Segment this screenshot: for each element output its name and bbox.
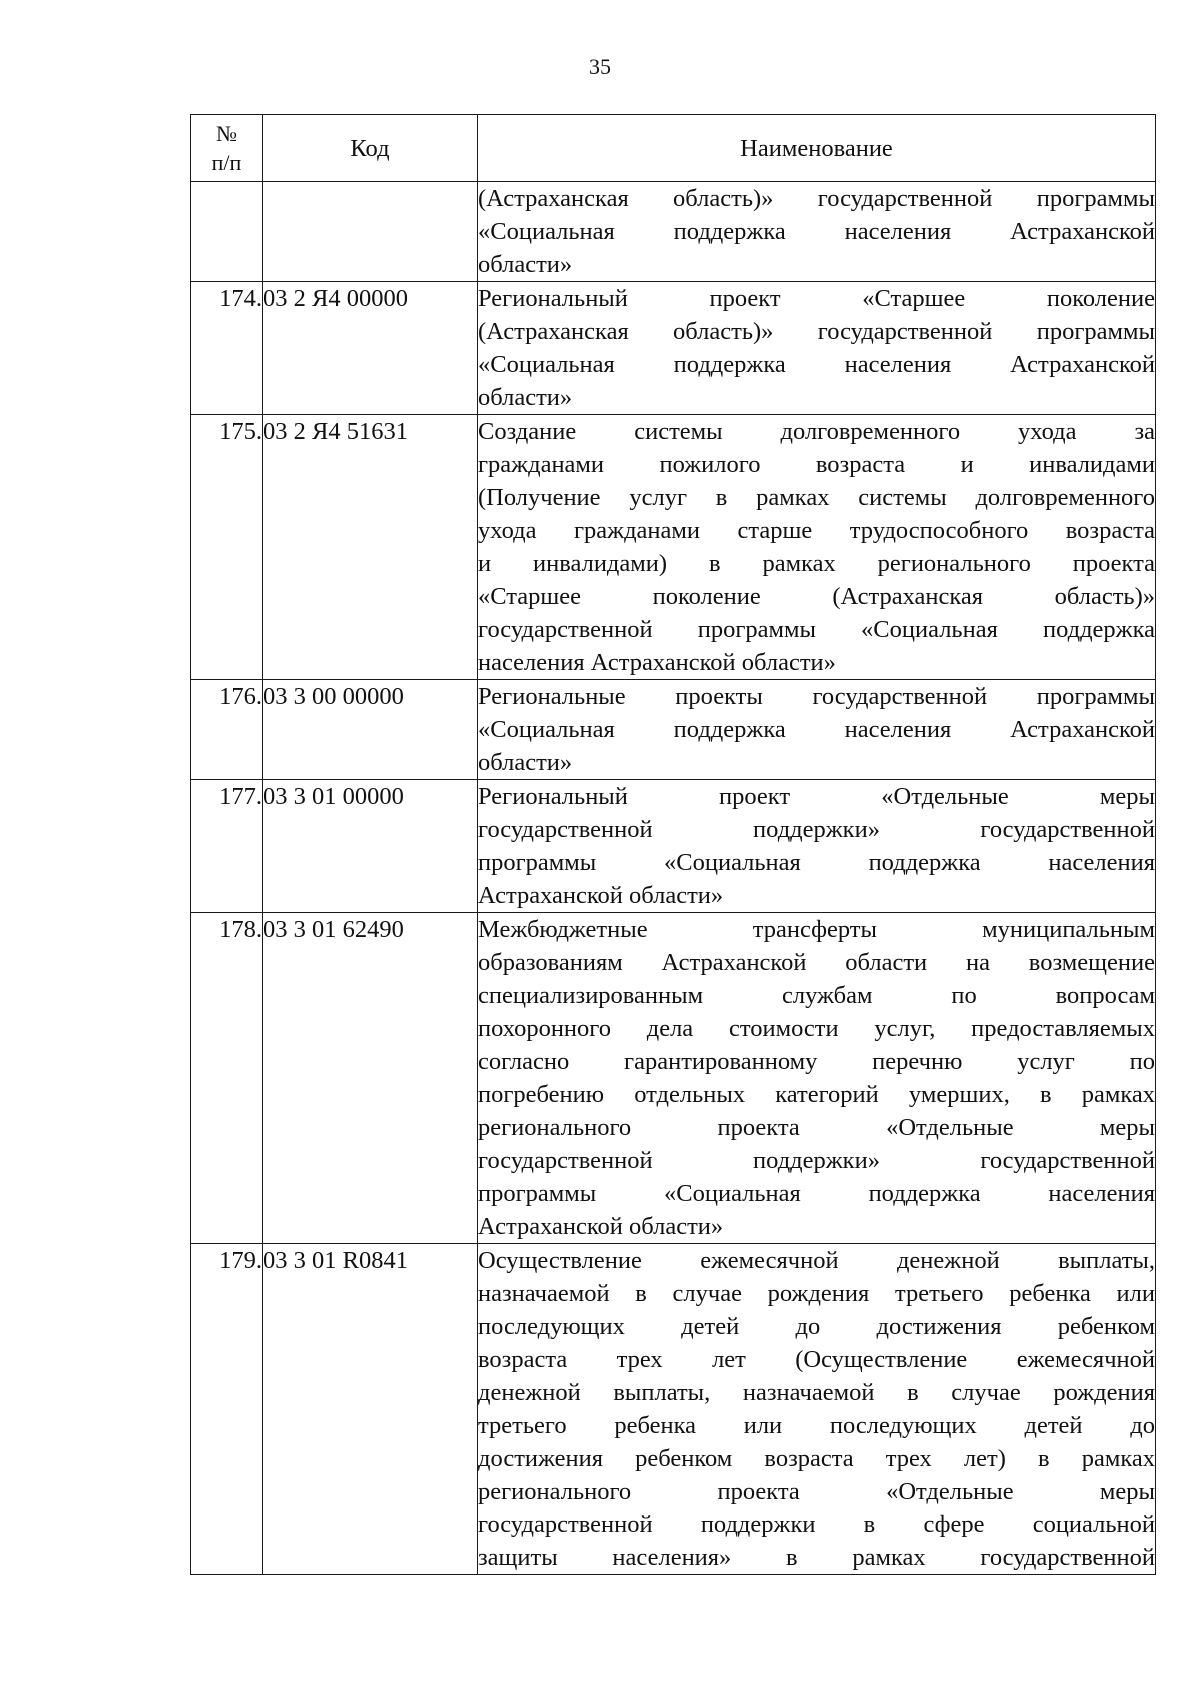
name-text-line: населения Астраханской области» xyxy=(478,649,836,676)
name-text-line: последующих детей до достижения ребенком xyxy=(478,1313,1155,1340)
name-text-line: Региональный проект «Старшее поколение xyxy=(478,285,1155,312)
row-name-cell xyxy=(478,1244,1156,1575)
name-text-line: «Социальная поддержка населения Астраханской xyxy=(478,716,1155,743)
name-text-line: Осуществление ежемесячной денежной выплаты, xyxy=(478,1247,1155,1274)
name-text-line: Региональные проекты государственной программы xyxy=(478,683,1155,710)
row-code-cell: 03 3 01 R0841 xyxy=(263,1244,478,1575)
header-number-sign: № xyxy=(216,121,237,146)
row-code-cell: 03 3 01 00000 xyxy=(263,780,478,913)
name-text-line: «Социальная поддержка населения Астраханской xyxy=(478,218,1155,245)
row-number-cell: 175. xyxy=(191,415,263,680)
table-row xyxy=(191,680,1156,780)
header-row xyxy=(191,115,1156,182)
name-text-line: похоронного дела стоимости услуг, предоставляемых xyxy=(478,1015,1155,1042)
name-text-line: «Социальная поддержка населения Астраханской xyxy=(478,351,1155,378)
table-body xyxy=(191,182,1156,1575)
name-text-line: ухода гражданами старше трудоспособного возраста xyxy=(478,517,1155,544)
name-text-line: области» xyxy=(478,384,573,411)
name-text-line: погребению отдельных категорий умерших, в рамках xyxy=(478,1081,1155,1108)
row-code-cell: 03 3 00 00000 xyxy=(263,680,478,780)
name-text-line: (Астраханская область)» государственной программы xyxy=(478,318,1155,345)
name-text-line: достижения ребенком возраста трех лет) в рамках xyxy=(478,1445,1155,1472)
name-text-line: денежной выплаты, назначаемой в случае рождения xyxy=(478,1379,1155,1406)
row-code-cell: 03 2 Я4 51631 xyxy=(263,415,478,680)
page-number: 35 xyxy=(589,54,611,79)
name-text-line: согласно гарантированному перечню услуг по xyxy=(478,1048,1155,1075)
name-text-line: возраста трех лет (Осуществление ежемесячной xyxy=(478,1346,1155,1373)
name-text-line: образованиям Астраханской области на возмещение xyxy=(478,949,1155,976)
name-text-line: специализированным службам по вопросам xyxy=(478,982,1155,1009)
row-number-cell: 174. xyxy=(191,282,263,415)
row-name-cell xyxy=(478,182,1156,282)
row-name-cell xyxy=(478,680,1156,780)
name-text-line: Астраханской области» xyxy=(478,1213,724,1240)
table-row xyxy=(191,415,1156,680)
name-text-line: государственной программы «Социальная поддержка xyxy=(478,616,1155,643)
row-number-cell: 178. xyxy=(191,913,263,1244)
name-text-line: защиты населения» в рамках государственной xyxy=(478,1544,1155,1571)
table-row xyxy=(191,913,1156,1244)
name-text-line: программы «Социальная поддержка населения xyxy=(478,849,1155,876)
name-text-line: Создание системы долговременного ухода за xyxy=(478,418,1155,445)
name-text-line: и инвалидами) в рамках регионального проекта xyxy=(478,550,1155,577)
name-text-line: третьего ребенка или последующих детей до xyxy=(478,1412,1155,1439)
name-text-line: регионального проекта «Отдельные меры xyxy=(478,1114,1155,1141)
name-text-line: Межбюджетные трансферты муниципальным xyxy=(478,916,1155,943)
name-text-line: гражданами пожилого возраста и инвалидами xyxy=(478,451,1155,478)
row-code-cell: 03 2 Я4 00000 xyxy=(263,282,478,415)
name-text-line: Региональный проект «Отдельные меры xyxy=(478,783,1155,810)
name-text-line: области» xyxy=(478,749,573,776)
name-text-line: области» xyxy=(478,251,573,278)
table-row xyxy=(191,282,1156,415)
budget-codes-table xyxy=(190,114,1156,1575)
row-name-cell xyxy=(478,282,1156,415)
row-number-cell xyxy=(191,182,263,282)
header-code: Код xyxy=(263,115,478,182)
header-number xyxy=(191,115,263,182)
name-text-line: Астраханской области» xyxy=(478,882,724,909)
name-text-line: (Астраханская область)» государственной программы xyxy=(478,185,1155,212)
name-text-line: «Старшее поколение (Астраханская область)» xyxy=(478,583,1155,610)
name-text-line: государственной поддержки» государственной xyxy=(478,1147,1155,1174)
row-number-cell: 179. xyxy=(191,1244,263,1575)
header-name: Наименование xyxy=(478,115,1156,182)
row-code-cell: 03 3 01 62490 xyxy=(263,913,478,1244)
row-name-cell xyxy=(478,415,1156,680)
name-text-line: государственной поддержки» государственной xyxy=(478,816,1155,843)
row-name-cell xyxy=(478,780,1156,913)
table-row xyxy=(191,780,1156,913)
name-text-line: программы «Социальная поддержка населения xyxy=(478,1180,1155,1207)
name-text-line: регионального проекта «Отдельные меры xyxy=(478,1478,1155,1505)
header-number-abbr: п/п xyxy=(211,150,242,175)
name-text-line: (Получение услуг в рамках системы долговременного xyxy=(478,484,1155,511)
row-code-cell xyxy=(263,182,478,282)
name-text-line: назначаемой в случае рождения третьего ребенка или xyxy=(478,1280,1155,1307)
row-number-cell: 176. xyxy=(191,680,263,780)
table-row xyxy=(191,1244,1156,1575)
table-row xyxy=(191,182,1156,282)
row-name-cell xyxy=(478,913,1156,1244)
table-header xyxy=(191,115,1156,182)
name-text-line: государственной поддержки в сфере социальной xyxy=(478,1511,1155,1538)
row-number-cell: 177. xyxy=(191,780,263,913)
